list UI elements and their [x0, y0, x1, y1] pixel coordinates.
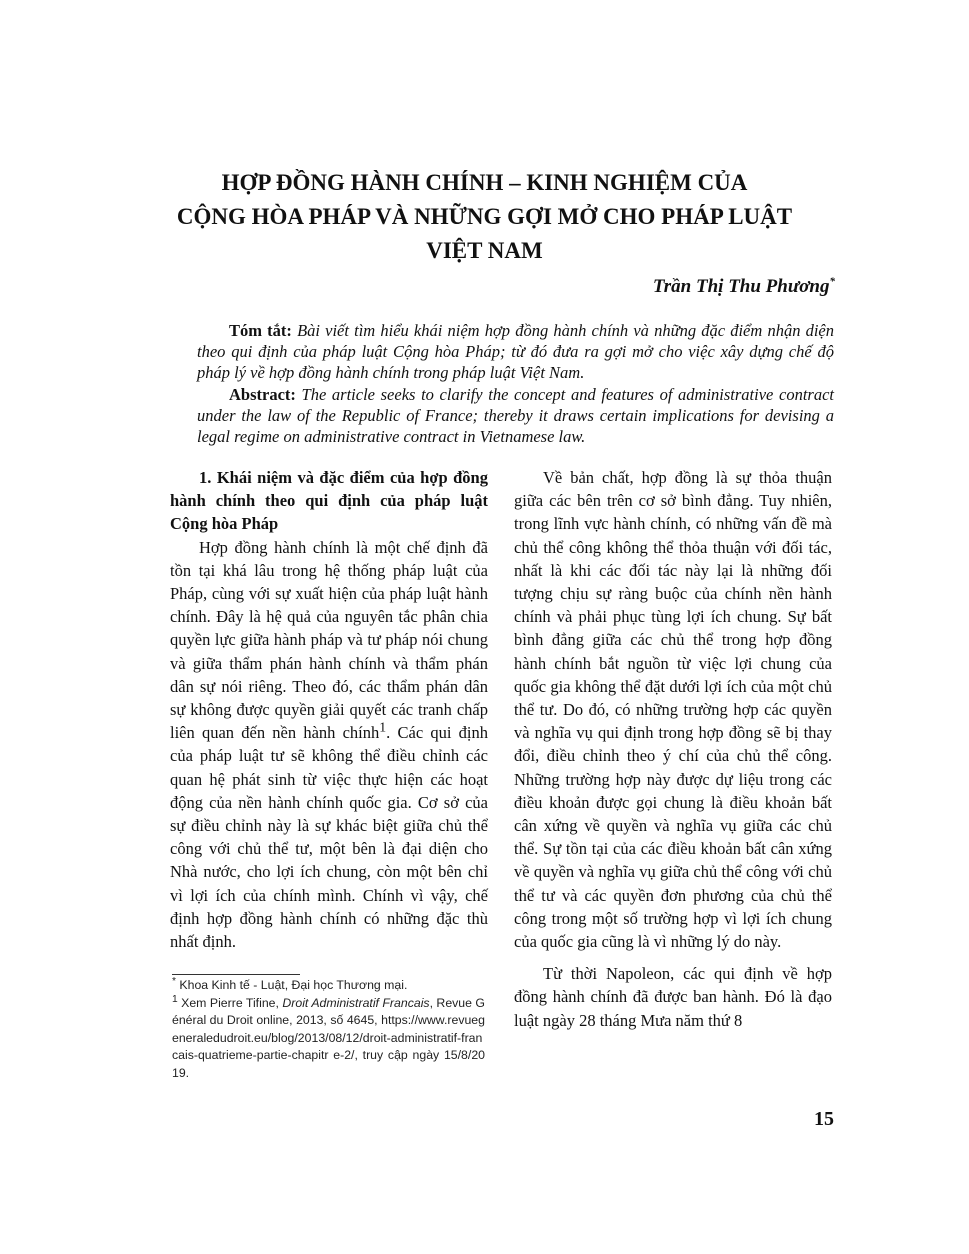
- summary-vietnamese: [197, 320, 834, 383]
- page-number: 15: [814, 1108, 834, 1130]
- right-paragraph-1: Về bản chất, hợp đồng là sự thỏa thuận giữa các bên trên cơ sở bình đẳng. Tuy nhiên, trong lĩnh vực hành chính, có những vấn đề mà chủ thể công không thể thỏa thuận với đối tác, nhất là khi các đối tác này lại là những đối tượng chịu sự ràng buộc của chính nền hành chính và phải phục tùng lợi ích chung. Sự bất bình đẳng giữa các chủ thể trong hợp đồng hành chính bắt nguồn từ việc lợi chung của quốc gia không thể đặt dưới lợi ích của một chủ thể tư. Do đó, có những trường hợp các quyền và nghĩa vụ qui định trong hợp đồng sẽ bị thay đổi, điều chỉnh theo ý chí của chủ thể công. Những trường hợp này được dự liệu trong các điều khoản được gọi chung là điều khoản bất cân xứng về quyền và nghĩa vụ giữa các chủ thể. Sự tồn tại của các điều khoản bất cân xứng về quyền và nghĩa vụ giữa chủ thể công với chủ thể tư và các quyền đơn phương của chủ thể công trong một số trường hợp vì lợi ích chung của quốc gia cũng là vì những lý do này.: [514, 468, 832, 952]
- article-title: [150, 166, 819, 268]
- title-line-1: HỢP ĐỒNG HÀNH CHÍNH – KINH NGHIỆM CỦA: [221, 170, 748, 195]
- summary-en-label: Abstract:: [229, 385, 296, 404]
- footnote-1-text-b[interactable]: , Revue Général du Droit online, 2013, số 4645, https://www.revuegeneraledudroit.eu/blog/2013/08/12/droit-administratif-francais-quatrieme-partie-chapitr e-2/, truy cập ngày 15/8/2019.: [172, 995, 485, 1080]
- footnote-divider: [172, 974, 300, 975]
- title-line-3: VIỆT NAM: [426, 238, 543, 263]
- author-name: Trần Thị Thu Phương: [652, 276, 830, 297]
- footnotes: [172, 974, 485, 1082]
- left-paragraph-1-text-b: . Các qui định của pháp luật tư sẽ không thể điều chỉnh các quan hệ phát sinh từ việc thực hiện các hoạt động của nền hành chính quốc gia. Cơ sở của sự điều chỉnh này là sự khác biệt giữa chủ thể công với chủ thể tư, một bên là đại diện cho Nhà nước, cho lợi ích chung, còn một bên chỉ vì lợi ích của chính mình. Chính vì vậy, chế định hợp đồng hành chính có những đặc thù nhất định.: [170, 723, 488, 952]
- summary-en-text: The article seeks to clarify the concept and features of administrative contract under the law of the Republic of France; thereby it draws certain implications for devising a legal regime on administrative contract in Vietnamese law.: [197, 385, 834, 446]
- author-footnote-mark: *: [829, 275, 835, 288]
- summary-vi-text: Bài viết tìm hiểu khái niệm hợp đồng hành chính và những đặc điểm nhận diện theo qui định của pháp luật Cộng hòa Pháp; từ đó đưa ra gợi mở cho việc xây dựng chế độ pháp lý về hợp đồng hành chính trong pháp luật Việt Nam.: [197, 321, 835, 382]
- left-paragraph-1: [170, 536, 488, 954]
- author-byline: [653, 276, 835, 298]
- footnote-1-title: Droit Administratif Francais: [282, 995, 430, 1010]
- right-paragraph-2: Từ thời Napoleon, các qui định về hợp đồng hành chính đã được ban hành. Đó là đạo luật ngày 28 tháng Mưa năm thứ 8: [514, 964, 832, 1030]
- footnote-1: [172, 995, 485, 1083]
- footnote-1-mark: 1: [172, 993, 178, 1005]
- left-column: [170, 466, 488, 953]
- footnote-author-text: Khoa Kinh tế - Luật, Đại học Thương mại.: [176, 978, 408, 992]
- footnote-1-text-a: Xem Pierre Tifine,: [177, 995, 283, 1010]
- footnote-ref-1[interactable]: 1: [379, 719, 387, 735]
- summary-english: [197, 384, 834, 447]
- summary-vi-label: Tóm tắt:: [229, 321, 292, 340]
- right-column: [514, 466, 832, 1032]
- footnote-author-mark: *: [172, 975, 176, 987]
- left-paragraph-1-text-a: Hợp đồng hành chính là một chế định đã tồn tại khá lâu trong hệ thống pháp luật của Pháp, cùng với sự xuất hiện của pháp luật hành chính. Đây là hệ quả của nguyên tắc phân chia quyền lực giữa hành pháp và tư pháp nói chung và giữa thẩm phán hành chính và thẩm phán dân sự nói riêng. Theo đó, các thẩm phán dân sự không được quyền giải quyết các tranh chấp liên quan đến nền hành chính: [170, 537, 488, 743]
- footnote-author: [172, 977, 485, 995]
- section-heading: 1. Khái niệm và đặc điểm của hợp đồng hành chính theo qui định của pháp luật Cộng hòa Pháp: [170, 468, 488, 534]
- title-line-2: CỘNG HÒA PHÁP VÀ NHỮNG GỢI MỞ CHO PHÁP LUẬT: [176, 204, 793, 229]
